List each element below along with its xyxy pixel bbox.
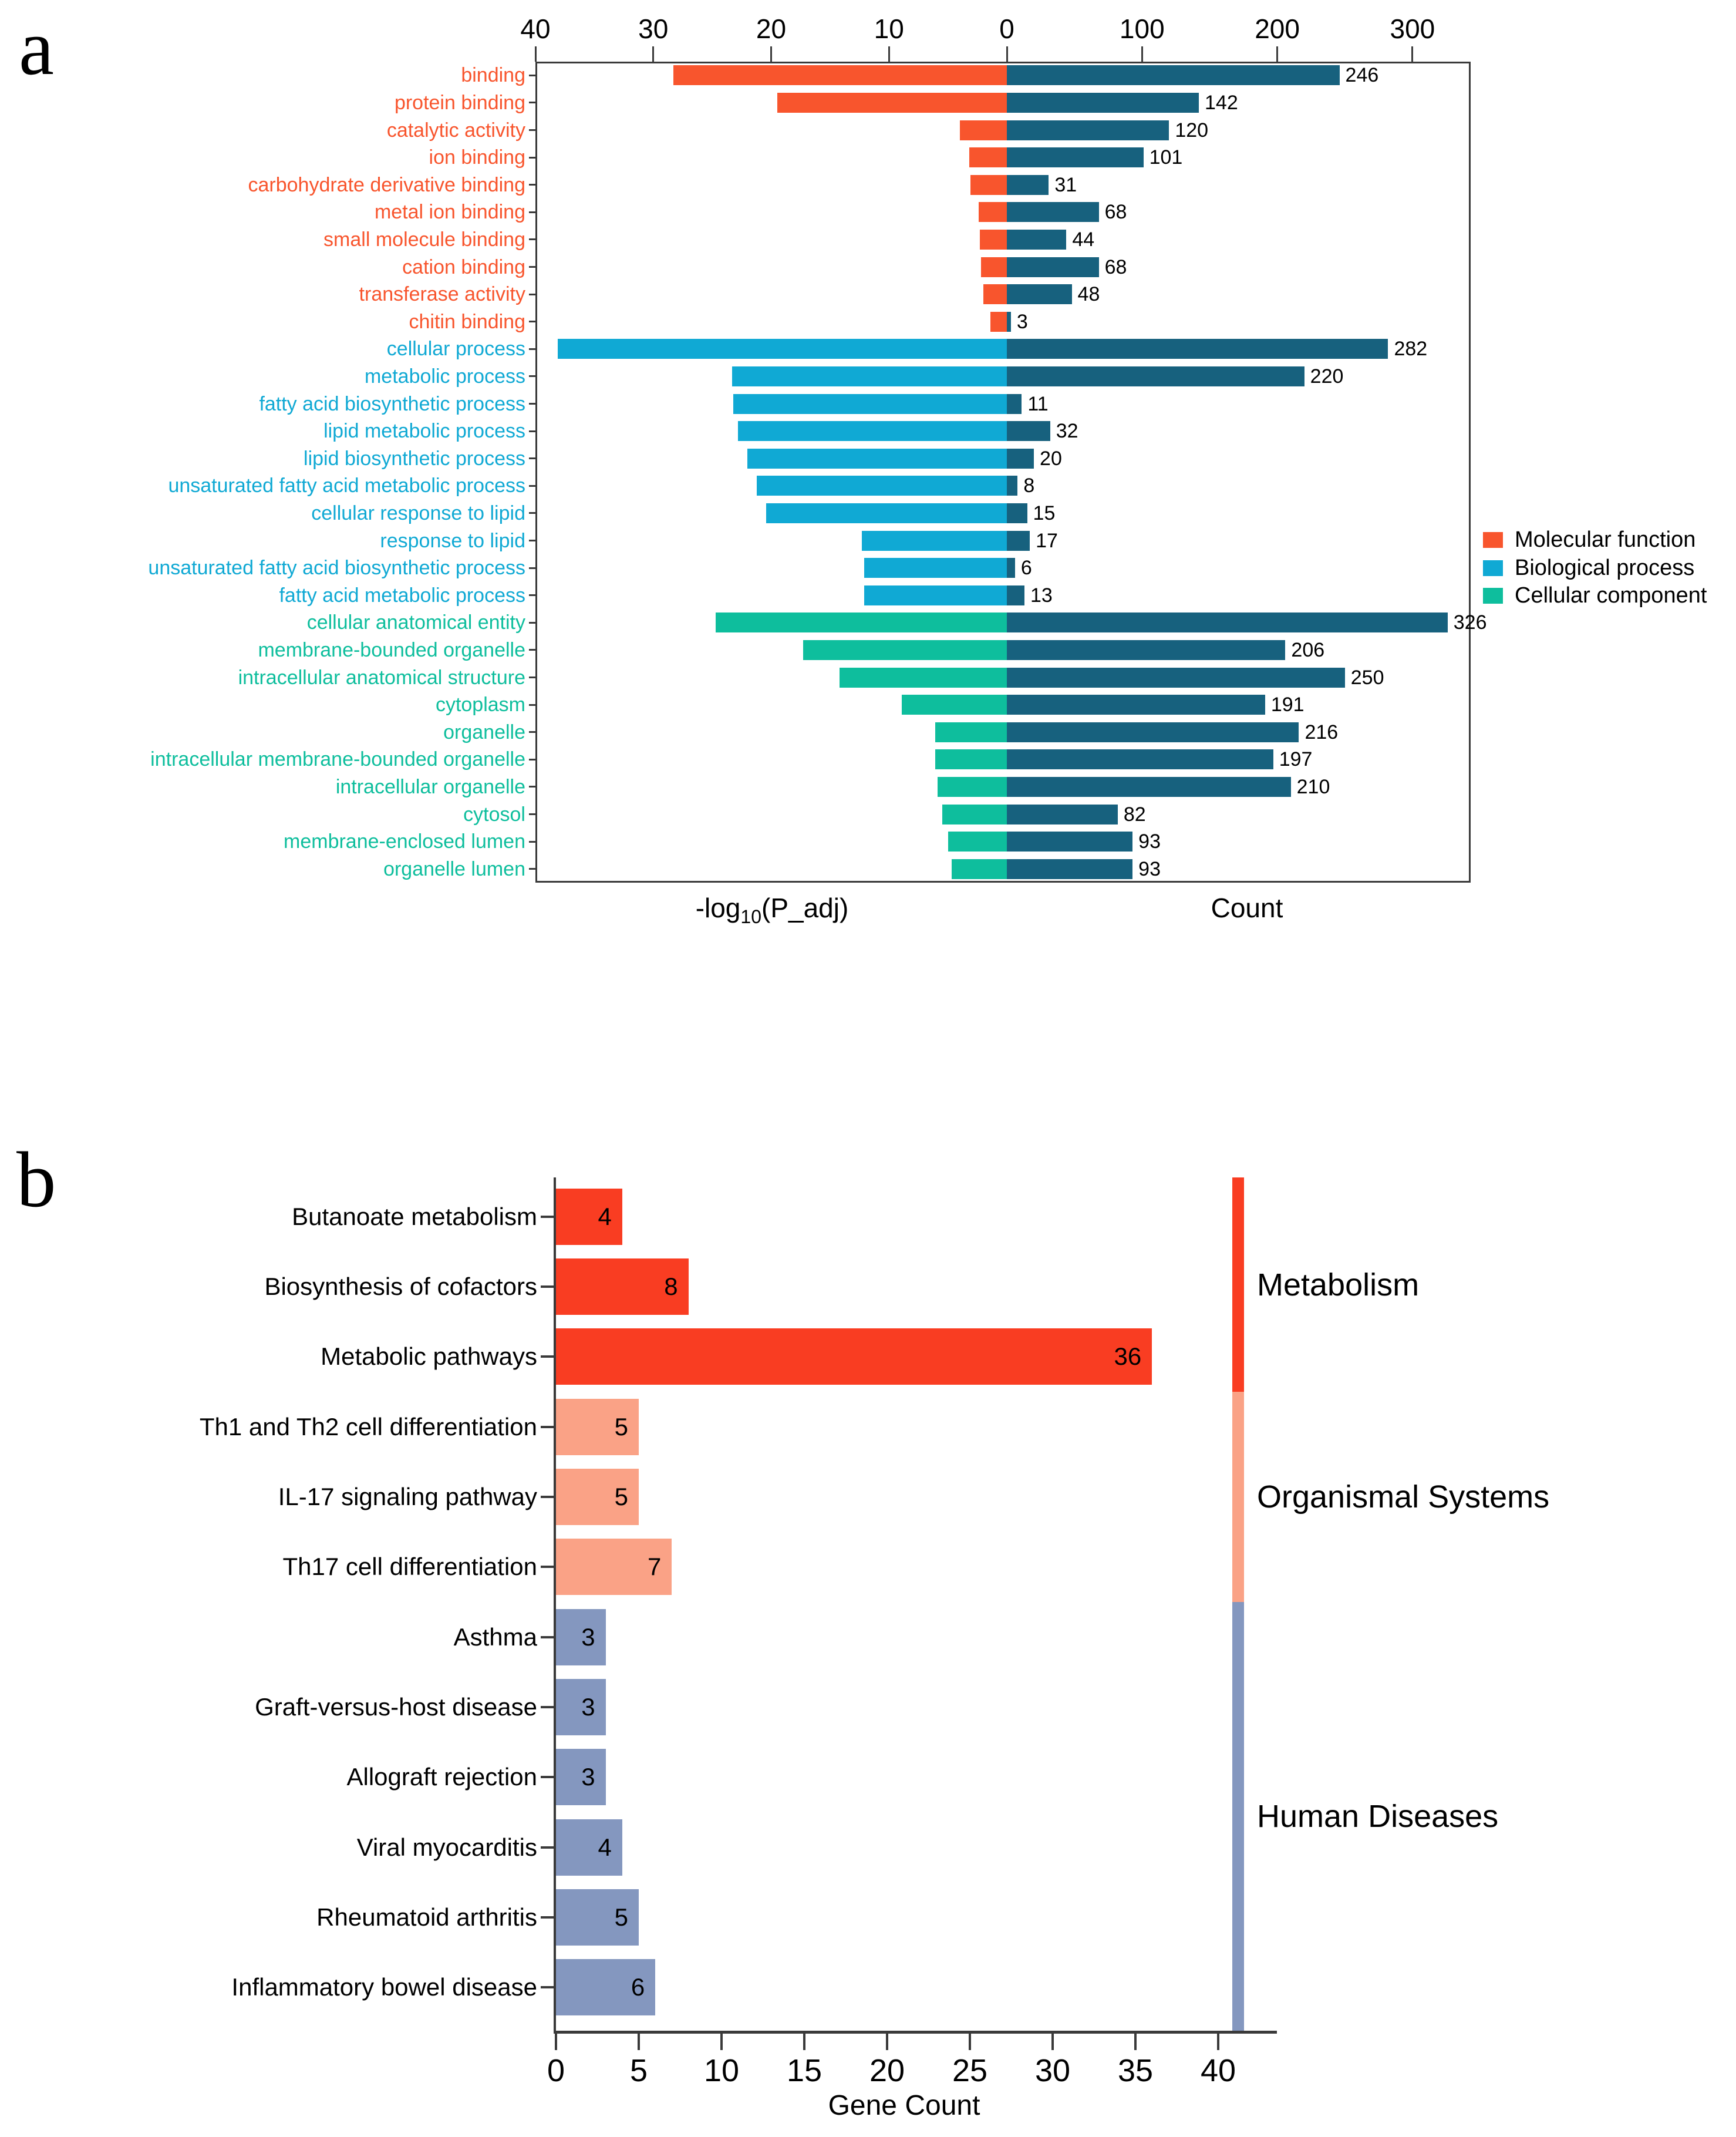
count-value-label: 216 — [1304, 721, 1339, 743]
pvalue-bar — [960, 120, 1007, 140]
count-bar — [1007, 640, 1285, 660]
pvalue-bar — [840, 668, 1007, 688]
gene-count-value-label: 5 — [614, 1412, 628, 1441]
pvalue-bar — [990, 312, 1007, 332]
legend-label: Biological process — [1515, 555, 1695, 580]
category-label: ion binding — [429, 146, 525, 169]
metabolism-group-strip — [1232, 1177, 1244, 1392]
pvalue-bar — [983, 284, 1007, 304]
x-axis-tick — [720, 2034, 723, 2050]
count-value-label: 68 — [1104, 255, 1127, 278]
row-tick — [529, 759, 535, 760]
pvalue-bar — [733, 394, 1007, 414]
row-tick — [529, 375, 535, 377]
count-bar — [1007, 503, 1027, 523]
gene-count-value-label: 6 — [631, 1973, 645, 2001]
x-axis-tick-label: 0 — [547, 2053, 565, 2088]
count-bar — [1007, 284, 1072, 304]
category-label: small molecule binding — [323, 228, 525, 251]
category-label: cytoplasm — [435, 694, 525, 716]
count-value-label: 206 — [1291, 638, 1325, 661]
count-value-label: 11 — [1027, 392, 1049, 415]
count-bar — [1007, 175, 1049, 195]
count-value-label: 82 — [1123, 803, 1146, 826]
top-axis-tick-label: 30 — [638, 14, 669, 44]
pvalue-bar — [980, 230, 1007, 250]
row-tick — [529, 266, 535, 268]
row-tick — [529, 430, 535, 432]
pvalue-bar — [948, 832, 1007, 852]
count-bar — [1007, 585, 1024, 605]
row-tick — [529, 649, 535, 651]
pvalue-bar — [935, 722, 1007, 742]
category-label: intracellular anatomical structure — [238, 666, 525, 689]
count-bar — [1007, 421, 1050, 441]
row-tick — [529, 704, 535, 706]
category-label: lipid biosynthetic process — [304, 447, 525, 470]
pathway-label: Butanoate metabolism — [292, 1202, 537, 1230]
row-tick — [529, 841, 535, 843]
top-axis-tick-label: 200 — [1255, 14, 1300, 44]
top-axis-tick-label: 40 — [520, 14, 551, 44]
count-value-label: 44 — [1072, 228, 1095, 251]
row-tick — [529, 622, 535, 624]
count-value-label: 93 — [1138, 857, 1161, 880]
pvalue-bar — [935, 749, 1007, 769]
row-tick — [529, 157, 535, 159]
pathway-label: Th1 and Th2 cell differentiation — [199, 1412, 537, 1441]
x-axis-tick — [1051, 2034, 1054, 2050]
group-label: Human Diseases — [1257, 1799, 1499, 1834]
top-axis-tick — [1006, 46, 1008, 62]
count-value-label: 3 — [1016, 310, 1028, 333]
cellular-component-legend-swatch — [1483, 588, 1503, 604]
category-label: chitin binding — [409, 310, 525, 333]
top-axis-tick-label: 100 — [1119, 14, 1165, 44]
row-tick — [529, 677, 535, 678]
category-label: membrane-enclosed lumen — [284, 830, 525, 853]
row-tick — [541, 1496, 554, 1498]
row-tick — [529, 485, 535, 487]
x-axis-tick-label: 40 — [1200, 2053, 1236, 2088]
category-label: protein binding — [394, 91, 525, 114]
count-value-label: 15 — [1033, 502, 1056, 524]
pvalue-bar — [732, 366, 1007, 386]
category-label: intracellular membrane-bounded organelle — [150, 748, 525, 771]
x-axis-tick-label: 30 — [1034, 2053, 1071, 2088]
left-axis-label-sub: 10 — [740, 906, 761, 928]
left-axis-label-pre: -log — [695, 893, 741, 923]
count-bar — [1007, 668, 1345, 688]
count-bar — [1007, 777, 1291, 797]
row-tick — [529, 567, 535, 569]
count-bar — [1007, 93, 1199, 113]
gene-count-value-label: 4 — [598, 1202, 612, 1230]
pvalue-bar — [942, 805, 1007, 824]
count-bar — [1007, 394, 1022, 414]
count-value-label: 31 — [1054, 173, 1077, 196]
x-axis-tick-label: 20 — [869, 2053, 905, 2088]
count-bar — [1007, 202, 1099, 222]
pvalue-bar — [766, 503, 1007, 523]
pvalue-bar — [747, 449, 1007, 469]
pvalue-bar — [558, 339, 1007, 359]
count-value-label: 246 — [1345, 64, 1379, 87]
x-axis-tick — [886, 2034, 888, 2050]
gene-count-value-label: 5 — [614, 1903, 628, 1931]
pvalue-bar — [777, 93, 1007, 113]
row-tick — [541, 1986, 554, 1988]
count-bar — [1007, 749, 1273, 769]
category-label: catalytic activity — [386, 119, 525, 142]
legend-label: Cellular component — [1515, 583, 1707, 608]
category-label: binding — [461, 64, 525, 87]
row-tick — [529, 594, 535, 596]
organismal-systems-group-strip — [1232, 1392, 1244, 1602]
count-bar — [1007, 476, 1017, 496]
row-tick — [529, 457, 535, 459]
row-tick — [529, 238, 535, 240]
count-value-label: 250 — [1350, 666, 1384, 689]
group-label: Metabolism — [1257, 1267, 1420, 1303]
pvalue-bar — [902, 695, 1007, 715]
category-label: organelle — [443, 721, 525, 743]
pvalue-bar — [969, 147, 1007, 167]
count-value-label: 13 — [1030, 584, 1053, 607]
count-bar — [1007, 531, 1030, 551]
pathway-label: Asthma — [453, 1623, 537, 1651]
biological-process-legend-swatch — [1483, 560, 1503, 576]
count-value-label: 210 — [1296, 775, 1330, 798]
top-axis-tick — [1411, 46, 1413, 62]
x-axis-tick — [1134, 2034, 1137, 2050]
count-value-label: 48 — [1077, 283, 1100, 306]
count-value-label: 8 — [1023, 474, 1035, 497]
top-axis-tick — [1141, 46, 1143, 62]
count-bar — [1007, 120, 1169, 140]
row-tick — [529, 102, 535, 103]
panel-a-letter: a — [19, 4, 54, 92]
row-tick — [529, 512, 535, 514]
x-axis-tick — [803, 2034, 805, 2050]
pvalue-bar — [738, 421, 1007, 441]
x-axis-tick-label: 25 — [952, 2053, 988, 2088]
row-tick — [529, 294, 535, 295]
pathway-label: Rheumatoid arthritis — [316, 1903, 537, 1931]
panel-b-letter: b — [16, 1136, 56, 1224]
count-bar — [1007, 613, 1448, 632]
x-axis-tick — [1217, 2034, 1219, 2050]
pvalue-bar — [862, 531, 1007, 551]
count-value-label: 20 — [1040, 447, 1062, 470]
count-bar — [1007, 147, 1144, 167]
panel-b-x-axis-label: Gene Count — [828, 2090, 980, 2121]
count-bar — [1007, 722, 1299, 742]
pathway-label: Inflammatory bowel disease — [231, 1973, 537, 2001]
count-value-label: 101 — [1149, 146, 1183, 169]
pathway-label: Metabolic pathways — [321, 1342, 537, 1371]
category-label: cytosol — [463, 803, 525, 826]
gene-count-bar — [556, 1328, 1152, 1385]
x-axis-tick-label: 35 — [1117, 2053, 1154, 2088]
category-label: response to lipid — [380, 529, 525, 552]
pvalue-bar — [952, 859, 1007, 879]
row-tick — [529, 184, 535, 186]
row-tick — [541, 1846, 554, 1849]
row-tick — [541, 1285, 554, 1288]
count-bar — [1007, 832, 1132, 852]
gene-count-value-label: 3 — [581, 1763, 595, 1791]
category-label: membrane-bounded organelle — [258, 638, 525, 661]
count-bar — [1007, 449, 1034, 469]
top-axis-tick-label: 300 — [1390, 14, 1435, 44]
row-tick — [529, 348, 535, 350]
x-axis-tick — [969, 2034, 971, 2050]
count-value-label: 197 — [1279, 748, 1313, 771]
category-label: metabolic process — [364, 365, 525, 388]
panel-a-right-axis-label: Count — [1211, 893, 1283, 923]
count-value-label: 6 — [1020, 557, 1032, 580]
category-label: intracellular organelle — [335, 775, 525, 798]
row-tick — [541, 1426, 554, 1428]
category-label: cellular process — [386, 338, 525, 361]
row-tick — [529, 813, 535, 815]
count-value-label: 32 — [1056, 420, 1078, 443]
category-label: fatty acid metabolic process — [279, 584, 525, 607]
pvalue-bar — [803, 640, 1007, 660]
pvalue-bar — [864, 585, 1007, 605]
count-value-label: 68 — [1104, 201, 1127, 224]
count-bar — [1007, 312, 1011, 332]
x-axis-tick-label: 15 — [786, 2053, 823, 2088]
top-axis-tick — [535, 46, 537, 62]
gene-count-value-label: 4 — [598, 1833, 612, 1861]
panel-a-left-axis-label — [596, 893, 948, 932]
count-bar — [1007, 366, 1304, 386]
row-tick — [541, 1916, 554, 1919]
count-value-label: 17 — [1036, 529, 1058, 552]
pathway-label: Th17 cell differentiation — [282, 1553, 537, 1581]
panel-b-x-axis-line — [554, 2031, 1277, 2034]
top-axis-tick — [1276, 46, 1278, 62]
pvalue-bar — [970, 175, 1007, 195]
gene-count-value-label: 8 — [664, 1273, 678, 1300]
category-label: fatty acid biosynthetic process — [259, 392, 525, 415]
pvalue-bar — [757, 476, 1007, 496]
pathway-label: Allograft rejection — [346, 1763, 537, 1791]
x-axis-tick — [555, 2034, 557, 2050]
count-bar — [1007, 257, 1099, 277]
gene-count-value-label: 3 — [581, 1693, 595, 1721]
human-diseases-group-strip — [1232, 1602, 1244, 2031]
top-axis-tick — [652, 46, 654, 62]
count-bar — [1007, 558, 1015, 578]
pathway-label: IL-17 signaling pathway — [278, 1483, 537, 1510]
row-tick — [529, 868, 535, 870]
count-value-label: 220 — [1310, 365, 1344, 388]
gene-count-value-label: 5 — [614, 1483, 628, 1510]
row-tick — [529, 211, 535, 213]
row-tick — [529, 75, 535, 76]
molecular-function-legend-swatch — [1483, 532, 1503, 548]
row-tick — [529, 786, 535, 788]
row-tick — [529, 731, 535, 733]
count-bar — [1007, 695, 1265, 715]
x-axis-tick-label: 5 — [629, 2053, 648, 2088]
category-label: cation binding — [402, 255, 525, 278]
pvalue-bar — [673, 65, 1007, 85]
group-label: Organismal Systems — [1257, 1479, 1550, 1515]
pvalue-bar — [981, 257, 1007, 277]
category-label: cellular response to lipid — [311, 502, 525, 524]
pathway-label: Biosynthesis of cofactors — [264, 1273, 537, 1300]
count-value-label: 326 — [1453, 611, 1487, 634]
gene-count-value-label: 3 — [581, 1623, 595, 1651]
row-tick — [529, 321, 535, 322]
pvalue-bar — [716, 613, 1007, 632]
category-label: cellular anatomical entity — [306, 611, 525, 634]
pathway-label: Graft-versus-host disease — [255, 1693, 537, 1721]
top-axis-tick — [770, 46, 772, 62]
top-axis-tick-label: 20 — [756, 14, 787, 44]
count-value-label: 93 — [1138, 830, 1161, 853]
pvalue-bar — [864, 558, 1007, 578]
category-label: metal ion binding — [374, 201, 525, 224]
count-value-label: 191 — [1270, 694, 1304, 716]
category-label: lipid metabolic process — [323, 420, 525, 443]
gene-count-value-label: 36 — [1114, 1342, 1142, 1371]
pathway-label: Viral myocarditis — [356, 1833, 537, 1861]
row-tick — [541, 1355, 554, 1358]
count-value-label: 120 — [1175, 119, 1209, 142]
category-label: unsaturated fatty acid metabolic process — [168, 474, 525, 497]
x-axis-tick-label: 10 — [703, 2053, 740, 2088]
pvalue-bar — [938, 777, 1007, 797]
count-value-label: 142 — [1205, 91, 1238, 114]
row-tick — [541, 1566, 554, 1568]
top-axis-tick-label: 10 — [874, 14, 904, 44]
row-tick — [541, 1216, 554, 1218]
pvalue-bar — [979, 202, 1007, 222]
category-label: unsaturated fatty acid biosynthetic process — [148, 557, 525, 580]
legend-label: Molecular function — [1515, 527, 1696, 552]
count-bar — [1007, 339, 1388, 359]
row-tick — [529, 403, 535, 405]
x-axis-tick — [638, 2034, 640, 2050]
count-bar — [1007, 65, 1340, 85]
top-axis-tick — [888, 46, 890, 62]
top-axis-tick-label: 0 — [999, 14, 1014, 44]
category-label: transferase activity — [359, 283, 525, 306]
count-bar — [1007, 230, 1066, 250]
row-tick — [529, 129, 535, 131]
left-axis-label-post: (P_adj) — [761, 893, 849, 923]
row-tick — [529, 540, 535, 541]
count-value-label: 282 — [1394, 338, 1428, 361]
category-label: organelle lumen — [383, 857, 525, 880]
count-bar — [1007, 859, 1132, 879]
count-bar — [1007, 805, 1118, 824]
gene-count-value-label: 7 — [648, 1553, 662, 1581]
category-label: carbohydrate derivative binding — [248, 173, 525, 196]
